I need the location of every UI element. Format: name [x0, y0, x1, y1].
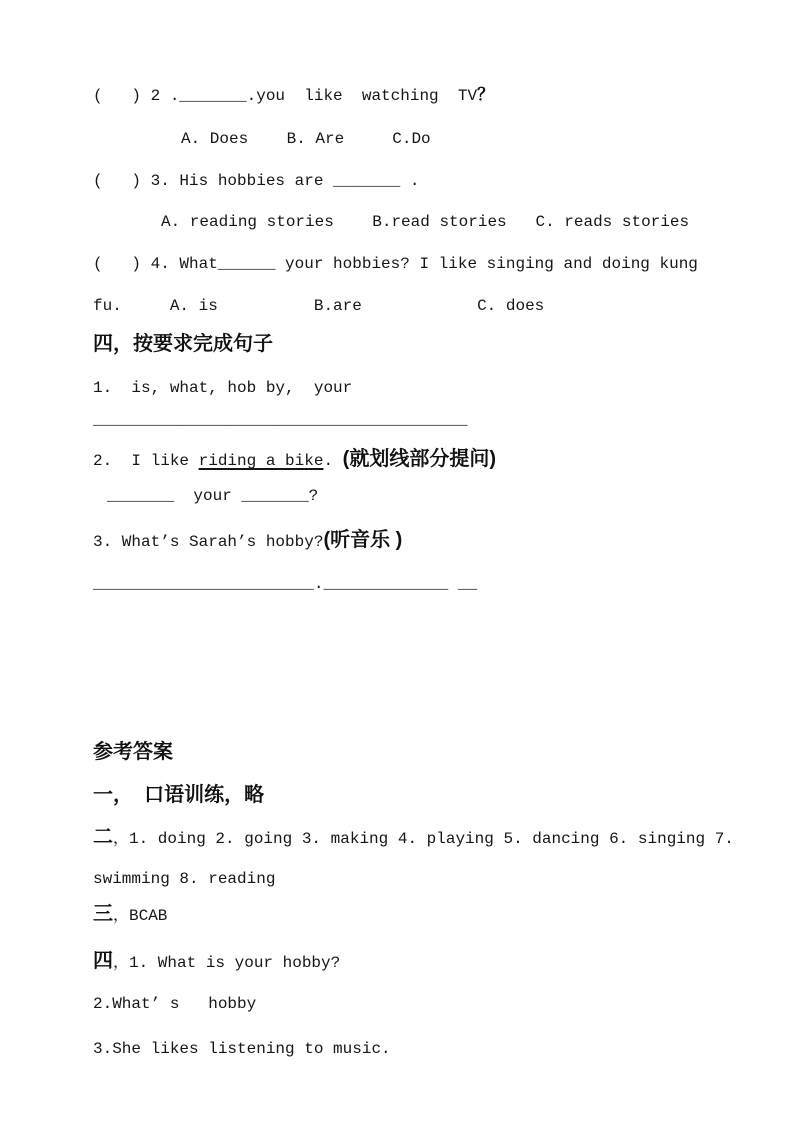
mc-question-2-stem [93, 86, 494, 107]
part-4-answer-1: ，1. What is your hobby? [113, 954, 341, 972]
item-2-chinese-note: (就划线部分提问) [342, 448, 496, 470]
section-four-item-1: 1. is, what, hob by, your [93, 379, 353, 397]
section-four-heading: 四，按要求完成句子 [93, 333, 273, 355]
answer-key-part-4-answer-3: 3.She likes listening to music. [93, 1040, 391, 1058]
answer-key-heading: 参考答案 [93, 741, 173, 763]
part-4-label: 四 [93, 950, 113, 972]
item-2-suffix: . [323, 452, 343, 470]
mc-question-4-options: fu. A. is B.are C. does [93, 297, 545, 315]
answer-key-part-2 [93, 827, 734, 849]
section-four-item-3-answer-line: _______________________._____________ __ [93, 575, 478, 593]
section-four-item-2-answer: _______ your _______? [107, 487, 319, 505]
answer-key-part-2-continuation: swimming 8. reading [93, 870, 276, 888]
item-3-text: 3. What’s Sarah’s hobby? [93, 533, 324, 551]
section-four-item-2 [93, 449, 496, 471]
answer-key-part-1: 一， 口语训练，略 [93, 784, 265, 806]
mc-question-2-question-mark: ？ [477, 87, 495, 106]
part-3-label: 三 [93, 903, 113, 925]
part-2-answers: ，1. doing 2. going 3. making 4. playing 5. dancing 6. singing 7. [113, 830, 734, 848]
answer-key-part-4-answer-2: 2.What’ s hobby [93, 995, 257, 1013]
part-3-answers: ，BCAB [113, 907, 168, 925]
item-2-prefix: 2. I like [93, 452, 199, 470]
item-3-chinese-note: (听音乐 ) [323, 529, 403, 551]
mc-question-3-stem: ( ) 3. His hobbies are _______ . [93, 172, 420, 190]
mc-question-3-options: A. reading stories B.read stories C. reads stories [161, 213, 690, 231]
mc-question-2-options: A. Does B. Are C.Do [181, 130, 431, 148]
section-four-item-1-answer-line: _______________________________________ [93, 411, 468, 429]
answer-key-part-3 [93, 904, 167, 926]
mc-question-2-text: ( ) 2 ._______.you like watching TV [93, 87, 478, 105]
part-2-label: 二 [93, 826, 113, 848]
item-2-underlined-phrase: riding a bike [198, 452, 324, 470]
answer-key-part-4 [93, 951, 340, 973]
section-four-item-3 [93, 530, 402, 552]
mc-question-4-stem: ( ) 4. What______ your hobbies? I like singing and doing kung [93, 255, 698, 273]
